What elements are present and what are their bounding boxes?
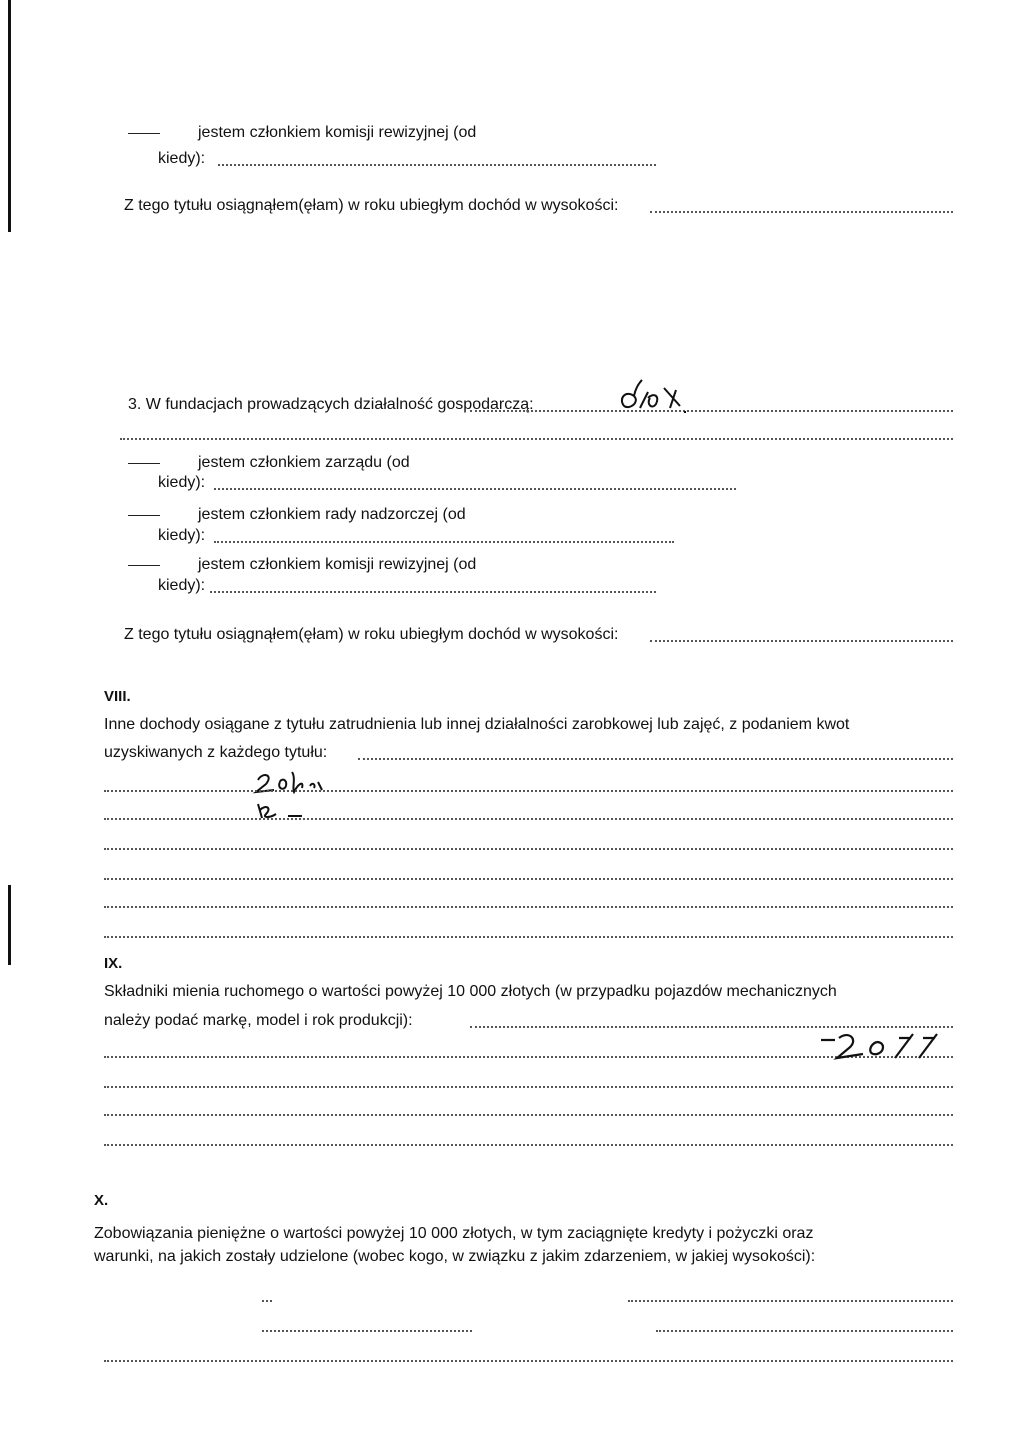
fill-line <box>104 878 953 880</box>
fill-line <box>214 488 736 490</box>
foundations-title: 3. W fundacjach prowadzących działalność gospodarczą: <box>128 396 534 413</box>
fill-line <box>104 1144 953 1146</box>
section-number: IX. <box>104 955 123 972</box>
fill-line <box>218 164 656 166</box>
handwritten-year <box>815 1030 955 1066</box>
board-member-when: kiedy): <box>158 474 206 491</box>
handwritten-not-applicable <box>614 378 724 418</box>
section-text: Składniki mienia ruchomego o wartości powyżej 10 000 złotych (w przypadku pojazdów mechanicznych <box>104 983 837 1000</box>
revision-committee-item: jestem członkiem komisji rewizyjnej (od <box>198 124 477 141</box>
bullet-dash <box>128 515 160 516</box>
revision-committee-item: jestem członkiem komisji rewizyjnej (od <box>198 556 477 573</box>
fill-line <box>214 541 674 543</box>
section-text: Inne dochody osiągane z tytułu zatrudnienia lub innej działalności zarobkowej lub zajęć, z podaniem kwot <box>104 716 850 733</box>
section-number: VIII. <box>104 688 131 705</box>
bullet-dash <box>128 565 160 566</box>
fill-line <box>104 818 953 820</box>
fill-line <box>650 211 953 213</box>
page-edge-bar-bottom <box>8 885 11 965</box>
fill-line <box>656 1330 953 1332</box>
section-text: należy podać markę, model i rok produkcji): <box>104 1012 413 1029</box>
page-edge-bar-top <box>8 0 11 232</box>
fill-line <box>104 1114 953 1116</box>
supervisory-board-when: kiedy): <box>158 527 206 544</box>
fill-line <box>104 790 953 792</box>
fill-line <box>210 591 656 593</box>
fill-line <box>628 1300 953 1302</box>
fill-line <box>262 1300 272 1302</box>
bullet-dash <box>128 463 160 464</box>
income-label: Z tego tytułu osiągnąłem(ęłam) w roku ubiegłym dochód w wysokości: <box>124 626 619 643</box>
fill-line <box>470 1026 953 1028</box>
fill-line <box>104 848 953 850</box>
supervisory-board-item: jestem członkiem rady nadzorczej (od <box>198 506 466 523</box>
bullet-dash <box>128 133 160 134</box>
income-label: Z tego tytułu osiągnąłem(ęłam) w roku ubiegłym dochód w wysokości: <box>124 197 619 214</box>
section-text: warunki, na jakich zostały udzielone (wobec kogo, w związku z jakim zdarzeniem, w jakiej wysokości): <box>94 1248 816 1265</box>
fill-line <box>104 1086 953 1088</box>
section-text: Zobowiązania pieniężne o wartości powyżej 10 000 złotych, w tym zaciągnięte kredyty i pożyczki oraz <box>94 1225 814 1242</box>
fill-line <box>262 1330 472 1332</box>
revision-committee-when: kiedy): <box>158 150 206 167</box>
fill-line <box>358 758 953 760</box>
fill-line <box>104 906 953 908</box>
section-number: X. <box>94 1192 109 1209</box>
handwritten-amount <box>252 768 352 824</box>
fill-line <box>120 438 953 440</box>
fill-line <box>104 936 953 938</box>
revision-committee-when: kiedy): <box>158 577 206 594</box>
fill-line <box>104 1360 953 1362</box>
section-text: uzyskiwanych z każdego tytułu: <box>104 744 328 761</box>
fill-line <box>650 640 953 642</box>
board-member-item: jestem członkiem zarządu (od <box>198 454 410 471</box>
